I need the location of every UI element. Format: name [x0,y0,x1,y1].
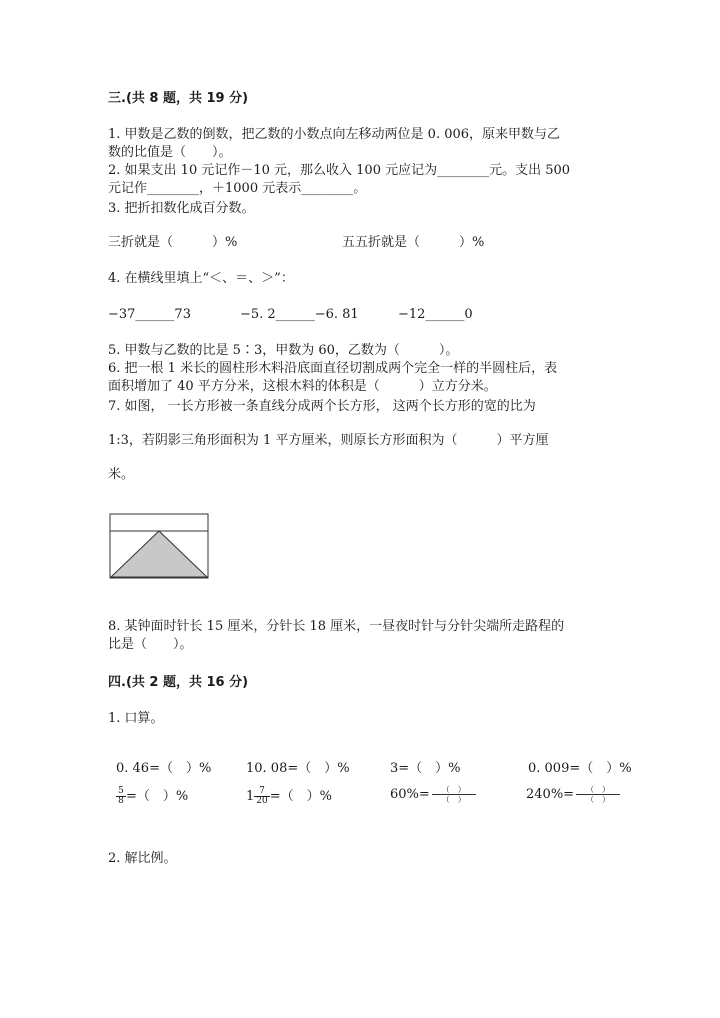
q7-line1: 7. 如图， 一长方形被一条直线分成两个长方形， 这两个长方形的宽的比为 [108,399,536,414]
calc-head: 60%= [390,787,430,802]
calc-row2-c [390,785,476,804]
numerator: 5 [118,786,124,796]
denominator: 8 [118,796,124,806]
s4-q2-text: 2. 解比例。 [108,851,177,866]
q7-line3: 米。 [108,467,135,482]
s4-q1-text: 1. 口算。 [108,711,164,726]
q6-line1: 6. 把一根 1 米长的圆柱形木料沿底面直径切割成两个完全一样的半圆柱后，表 [108,361,558,376]
q5-text: 5. 甲数与乙数的比是 5∶3，甲数为 60，乙数为（ ）。 [108,343,459,358]
q4-item-b: −5. 2______−6. 81 [240,307,359,322]
rectangle-figure [108,512,212,582]
q1-line1: 1. 甲数是乙数的倒数，把乙数的小数点向左移动两位是 0. 006，原来甲数与乙 [108,127,561,142]
section-3-heading: 三.(共 8 题，共 19 分) [108,91,249,106]
blank-fraction [576,785,620,804]
q2-line2: 元记作________，＋1000 元表示________。 [108,181,367,196]
calc-row1-c: 3=（ ）% [390,761,461,776]
q3-item-b: 五五折就是（ ）% [342,235,485,250]
q3-text: 3. 把折扣数化成百分数。 [108,201,255,216]
q6-line2: 面积增加了 40 平方分米，这根木料的体积是（ ）立方分米。 [108,379,497,394]
calc-row2-a [116,785,188,806]
q8-line2: 比是（ ）。 [108,637,193,652]
blank-fraction [432,785,476,804]
whole-number: 1 [246,789,255,804]
q4-item-a: −37______73 [108,307,191,322]
calc-tail: =（ ）% [126,789,189,804]
shaded-triangle [111,531,207,577]
numerator: 7 [259,786,265,796]
q7-line2: 1:3，若阴影三角形面积为 1 平方厘米，则原长方形面积为（ ）平方厘 [108,433,549,448]
calc-row1-b: 10. 08=（ ）% [246,761,350,776]
q1-line2: 数的比值是（ ）。 [108,145,232,160]
denominator-blank: （ ） [586,795,611,804]
q3-item-a: 三折就是（ ）% [108,235,238,250]
q2-line1: 2. 如果支出 10 元记作－10 元，那么收入 100 元应记为________元。支出 500 [108,163,571,178]
calc-tail: =（ ）% [269,789,332,804]
q4-item-c: −12______0 [398,307,473,322]
fraction [116,787,126,806]
numerator-blank: （ ） [586,785,611,794]
q4-text: 4. 在横线里填上“＜、＝、＞”： [108,271,294,286]
calc-head: 240%= [526,787,575,802]
calc-row1-d: 0. 009=（ ）% [528,761,632,776]
q8-line1: 8. 某钟面时针长 15 厘米，分针长 18 厘米，一昼夜时针与分针尖端所走路程的 [108,619,565,634]
fraction [254,787,269,806]
calc-row2-b [246,785,332,806]
numerator-blank: （ ） [441,785,466,794]
calc-row2-d [526,785,620,804]
denominator-blank: （ ） [441,795,466,804]
section-4-heading: 四.(共 2 题，共 16 分) [108,675,249,690]
calc-row1-a: 0. 46=（ ）% [116,761,212,776]
denominator: 20 [256,796,268,806]
